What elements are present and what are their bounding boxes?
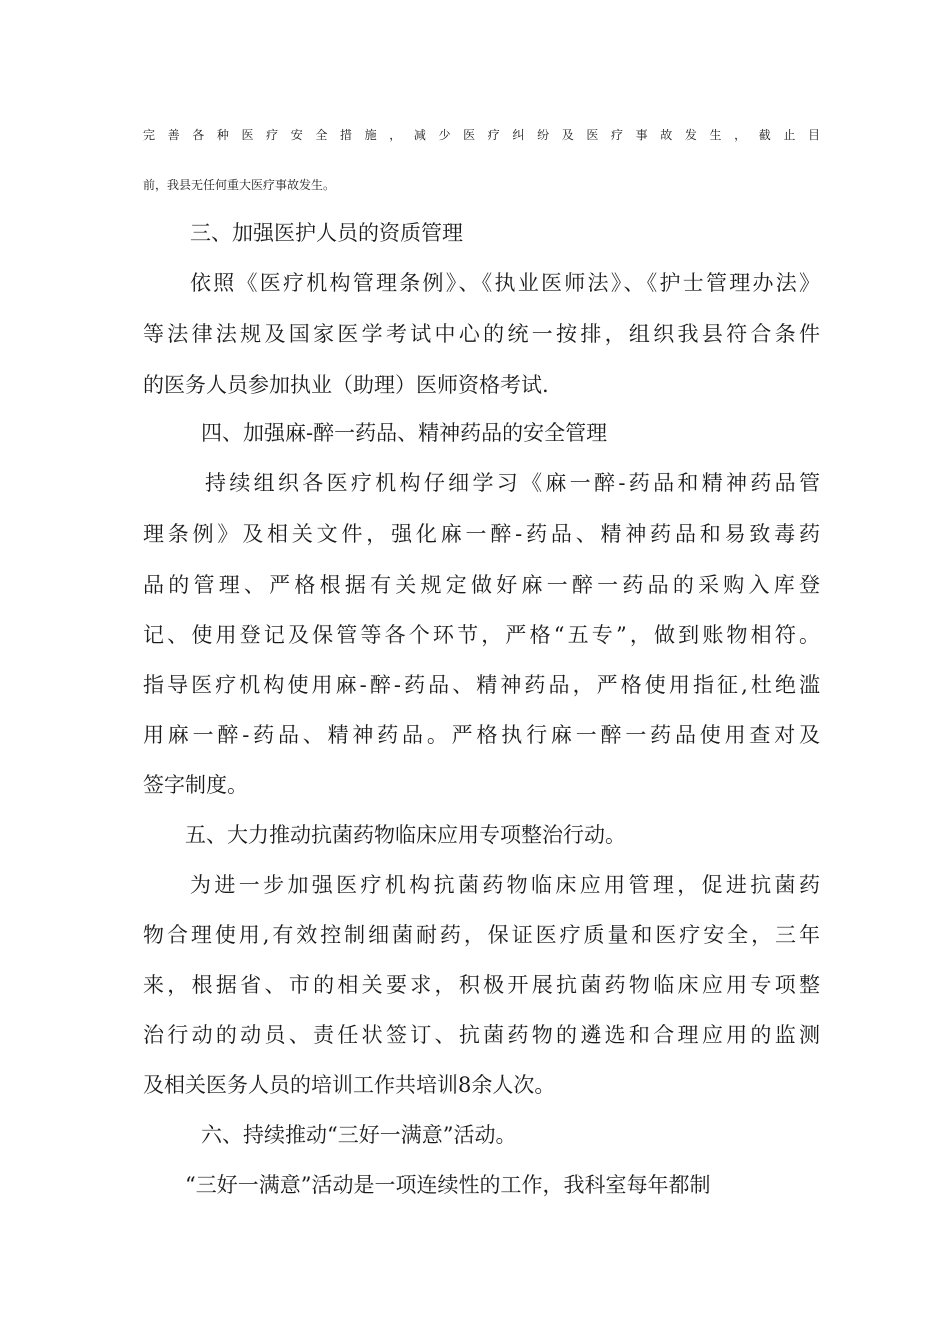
body-line: 理条例》及相关文件，强化麻一醉-药品、精神药品和易致毒药 bbox=[143, 522, 820, 546]
section-heading: 五、大力推动抗菌药物临床应用专项整治行动。 bbox=[185, 823, 626, 847]
body-line: 依照《医疗机构管理条例》、《执业医师法》、《护士管理办法》 bbox=[190, 271, 820, 295]
body-line: 及相关医务人员的培训工作共培训8余人次。 bbox=[143, 1073, 556, 1097]
body-line: 来，根据省、市的相关要求，积极开展抗菌药物临床应用专项整 bbox=[143, 973, 820, 997]
section-heading: 六、持续推动“三好一满意”活动。 bbox=[201, 1123, 517, 1147]
section-heading: 三、加强医护人员的资质管理 bbox=[190, 221, 463, 245]
body-line: 指导医疗机构使用麻-醉-药品、精神药品，严格使用指征,杜绝滥 bbox=[143, 673, 820, 697]
body-line: 签字制度。 bbox=[143, 773, 248, 797]
body-line: 为进一步加强医疗机构抗菌药物临床应用管理，促进抗菌药 bbox=[190, 873, 820, 897]
body-line: 治行动的动员、责任状签订、抗菌药物的遴选和合理应用的监测 bbox=[143, 1023, 820, 1047]
body-line: 品的管理、严格根据有关规定做好麻一醉一药品的采购入库登 bbox=[143, 573, 820, 597]
body-line: 等法律法规及国家医学考试中心的统一按排，组织我县符合条件 bbox=[143, 322, 820, 346]
body-line: 记、使用登记及保管等各个环节，严格“五专”，做到账物相符。 bbox=[143, 623, 820, 647]
body-line: 用麻一醉-药品、精神药品。严格执行麻一醉一药品使用查对及 bbox=[143, 723, 820, 747]
section-heading: 四、加强麻-醉一药品、精神药品的安全管理 bbox=[201, 421, 608, 445]
body-line: 物合理使用,有效控制细菌耐药，保证医疗质量和医疗安全，三年 bbox=[143, 923, 820, 947]
body-line: 的医务人员参加执业（助理）医师资格考试. bbox=[143, 373, 549, 397]
body-line: 完善各种医疗安全措施，减少医疗纠纷及医疗事故发生，截止目 bbox=[143, 128, 820, 142]
body-line: 持续组织各医疗机构仔细学习《麻一醉-药品和精神药品管 bbox=[205, 471, 820, 495]
body-line: “三好一满意”活动是一项连续性的工作，我科室每年都制 bbox=[185, 1173, 711, 1197]
body-line: 前，我县无任何重大医疗事故发生。 bbox=[143, 178, 336, 192]
